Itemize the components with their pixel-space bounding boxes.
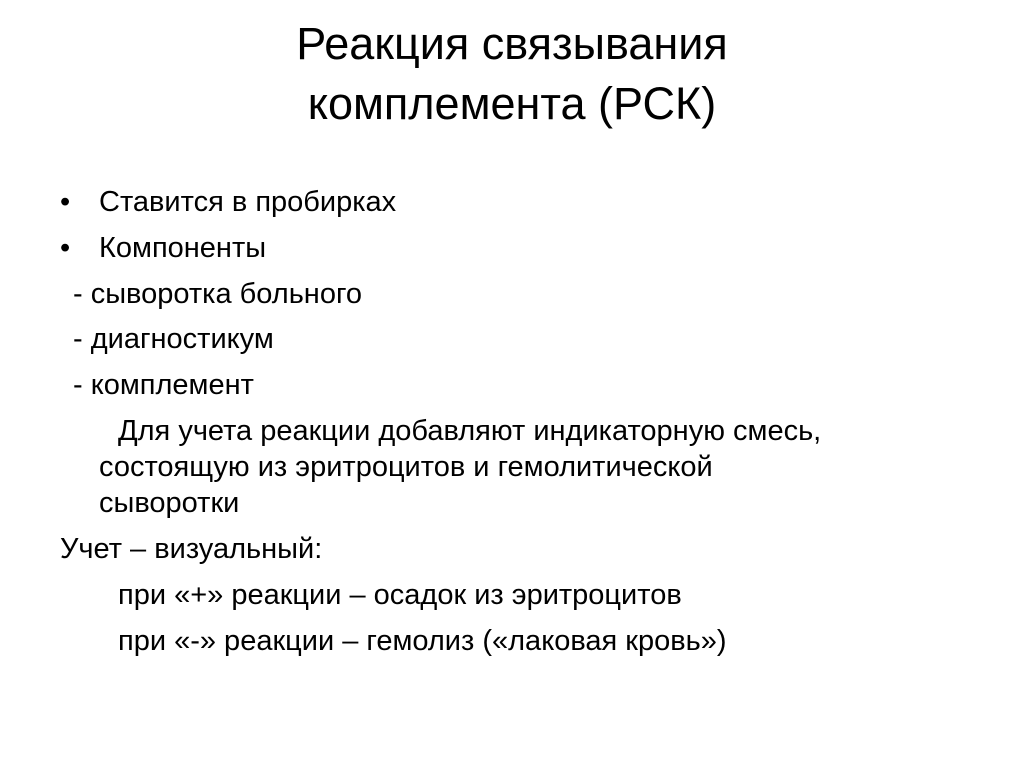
result-item: при «+» реакции – осадок из эритроцитов bbox=[118, 579, 682, 611]
bullet-text-components: Компоненты bbox=[99, 232, 267, 264]
note-line: Для учета реакции добавляют индикаторную смесь, bbox=[118, 415, 822, 447]
slide-title-line-2: комплемента (РСК) bbox=[307, 78, 717, 129]
accounting-label: Учет – визуальный: bbox=[60, 533, 323, 565]
bullet-text-tubes: Ставится в пробирках bbox=[99, 186, 397, 218]
note-line: состоящую из эритроцитов и гемолитической bbox=[99, 451, 713, 483]
result-item: при «-» реакции – гемолиз («лаковая кровь») bbox=[118, 625, 727, 657]
note-line: сыворотки bbox=[99, 487, 240, 519]
bullet-marker: • bbox=[60, 232, 71, 264]
slide-title-line-1: Реакция связывания bbox=[296, 18, 728, 69]
component-item: - диагностикум bbox=[73, 323, 274, 355]
component-item: - сыворотка больного bbox=[73, 278, 363, 310]
component-item: - комплемент bbox=[73, 369, 254, 401]
bullet-marker: • bbox=[60, 186, 71, 218]
